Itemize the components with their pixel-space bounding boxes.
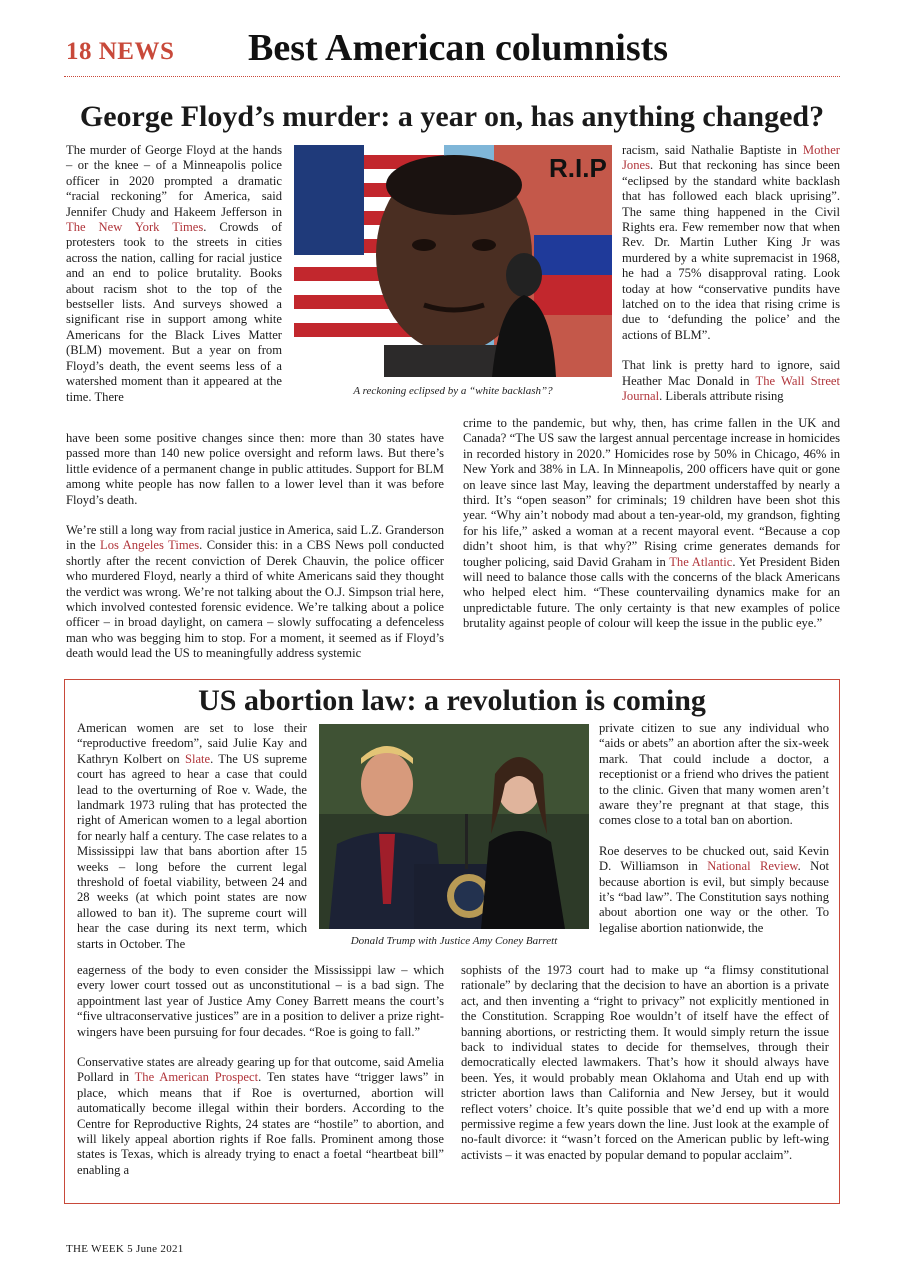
header-divider — [64, 76, 840, 77]
article2-headline: US abortion law: a revolution is coming — [198, 684, 706, 717]
paragraph: That link is pretty hard to ignore, said Heather Mac Donald in The Wall Street Journal. Liberals attribute rising — [622, 358, 840, 404]
article2-col1-bottom — [77, 963, 444, 1178]
source-link[interactable]: The American Prospect — [134, 1070, 259, 1085]
article1-col1-bottom — [66, 431, 444, 662]
article2-col3-bottom: sophists of the 1973 court had to make up “a flimsy constitutional rationale” by declaring that the decision to have an abortion is a private act, and then inventing a “right to privacy” not explicitly mentioned in the Constitution. Scrapping Roe wouldn’t of itself have the effect of banning abortions, or restricting them. It would simply return the issue back to individual states to decide for themselves, through their democratically elected lawmakers. That’s how it should always have been. Yes, it would probably mean Oklahoma and Utah end up with stricter abortion laws than California and New Jersey, but it would reflect voters’ choice. It’s quite possible that we’d end up with a more permissive regime a few years down the line. Just look at the example of no-fault divorce: it “wasn’t forced on the American public by left-wing activists – it was enacted by popular demand to popular acclaim”. — [461, 963, 829, 1162]
george-floyd-mural-photo — [294, 145, 612, 377]
paragraph: eagerness of the body to even consider the Mississippi law – which every lower court tossed out as unconstitutional – is a bad sign. The appointment last year of Justice Amy Coney Barrett means the court’s “five ultraconservative justices” are in a position to deliver a prize right-wingers have been pursuing for four decades. “Roe is going to fall.” — [77, 963, 444, 1039]
page-number: 18 — [66, 38, 92, 65]
paragraph: racism, said Nathalie Baptiste in Mother Jones. But that reckoning has since been “eclipsed by the standard white backlash that has followed each black uprising”. The same thing happened in the Civil Rights era. Few remember now that when Rev. Dr. Martin Luther King Jr was murdered by a white supremacist in 1968, he had a 75% disapproval rating. Look today at how “conservative pundits have latched on to the idea that rising crime is due to ‘defunding the police’ and the actions of BLM”. — [622, 143, 840, 342]
page-footer: THE WEEK 5 June 2021 — [66, 1243, 184, 1255]
article1-col1-top: The murder of George Floyd at the hands – or the knee – of a Minneapolis police officer in 2020 prompted a dramatic “racial reckoning” for America, said Jennifer Chudy and Hakeem Jefferson in The New York Times. Crowds of protesters took to the streets in cities across the nation, calling for racial justice and an end to police brutality. Books about racism shot to the top of the bestseller lists. And surveys showed a significant rise in support among white Americans for the Black Lives Matter (BLM) movement. But a year on from Floyd’s death, the event seems less of a watershed moment than it appeared at the time. There — [66, 143, 282, 404]
article1-col3-top — [622, 143, 840, 405]
source-link[interactable]: National Review — [707, 859, 798, 874]
source-link[interactable]: Mother Jones — [622, 143, 840, 173]
mural-text: R.I.P — [549, 153, 607, 183]
article2-col1-top: American women are set to lose their “reproductive freedom”, said Julie Kay and Kathryn Kolbert on Slate. The US supreme court has agreed to hear a case that could lead to the overturning of Roe v. Wade, the landmark 1973 ruling that has protected the right of American women to a legal abortion for nearly half a century. The case relates to a Mississippi law that bans abortion after 15 weeks – long before the current legal threshold of foetal viability, between 24 and 28 weeks (at which point states are now allowed to ban it). The supreme court will hear the case during its next term, which starts in October. The — [77, 721, 307, 951]
page-title: Best American columnists — [248, 27, 669, 69]
source-link[interactable]: The New York Times — [66, 220, 204, 235]
article1-image-caption: A reckoning eclipsed by a “white backlash”? — [353, 385, 553, 397]
paragraph: private citizen to sue any individual who “aids or abets” an abortion after the six-week mark. That could include a doctor, a receptionist or a friend who drives the patient to the clinic. Given that many women aren’t aware they’re pregnant at that stage, this comes close to a total ban on abortion. — [599, 721, 829, 828]
paragraph: Conservative states are already gearing up for that outcome, said Amelia Pollard in The American Prospect. Ten states have “trigger laws” in place, which means that if Roe is overturned, abortion will automatically become illegal within their borders. According to the Centre for Reproductive Rights, 24 states are “hostile” to abortion, and will likely appeal abortion rights if Roe falls. Prominent among those states is Texas, which is already trying to enact a foetal “heartbeat bill” enabling a — [77, 1055, 444, 1177]
source-link[interactable]: The Atlantic — [669, 554, 733, 569]
page-section-label — [66, 38, 174, 66]
paragraph: have been some positive changes since then: more than 30 states have passed more than 140 new police oversight and reform laws. But there’s little evidence of a permanent change in public attitudes. Support for BLM among white people has now fallen to a lower level than it was before Floyd’s death. — [66, 431, 444, 507]
paragraph: Roe deserves to be chucked out, said Kevin D. Williamson in National Review. Not because abortion is evil, but simply because it’s “bad law”. The Constitution says nothing about abortion one way or the other. To legalise abortion nationwide, the — [599, 843, 830, 935]
source-link[interactable]: Los Angeles Times — [100, 538, 200, 553]
article2-col3-top — [599, 721, 829, 936]
paragraph: We’re still a long way from racial justice in America, said L.Z. Granderson in the Los Angeles Times. Consider this: in a CBS News poll conducted shortly after the recent conviction of Derek Chauvin, the police officer who murdered Floyd, nearly a third of white Americans said they thought the verdict was wrong. We’re not talking about the O.J. Simpson trial here, which involved contested forensic evidence. We’re talking about a police officer – in broad daylight, on camera – slowly suffocating a defenceless man who was begging him to stop. For a moment, it seemed as if Floyd’s death would lead the US to meaningfully address systemic — [66, 523, 444, 661]
source-link[interactable]: The Wall Street Journal — [622, 373, 840, 404]
source-link[interactable]: Slate — [184, 751, 211, 766]
article1-col3-bottom: crime to the pandemic, but why, then, has crime fallen in the UK and Canada? “The US saw the largest annual percentage increase in homicides in recorded history in 2020.” Homicides rose by 50% in Chicago, 46% in New York and 38% in LA. In Minneapolis, 200 officers have quit or gone on leave since last May, leaving the department understaffed by nearly a third. It’s “open season” for criminals; 19 children have been shot this year. “Why ain’t nobody mad about a ten-year-old, my grandson, fighting for his life,” asked a woman at a recent mayoral event. “Because a cop didn’t shoot him, is that why?” Rising crime generates demands for tougher policing, said David Graham in The Atlantic. Yet President Biden will need to balance those calls with the concerns of the black Americans who helped elect him. “These countervailing dynamics make for an unpredictable future. The only certainty is that new examples of police brutality against people of colour will keep the issue in the public eye.” — [463, 416, 840, 631]
trump-barrett-photo — [319, 724, 589, 929]
article2-image-caption: Donald Trump with Justice Amy Coney Barrett — [350, 935, 558, 947]
section-name: NEWS — [98, 38, 175, 65]
article1-headline: George Floyd’s murder: a year on, has anything changed? — [79, 100, 825, 133]
